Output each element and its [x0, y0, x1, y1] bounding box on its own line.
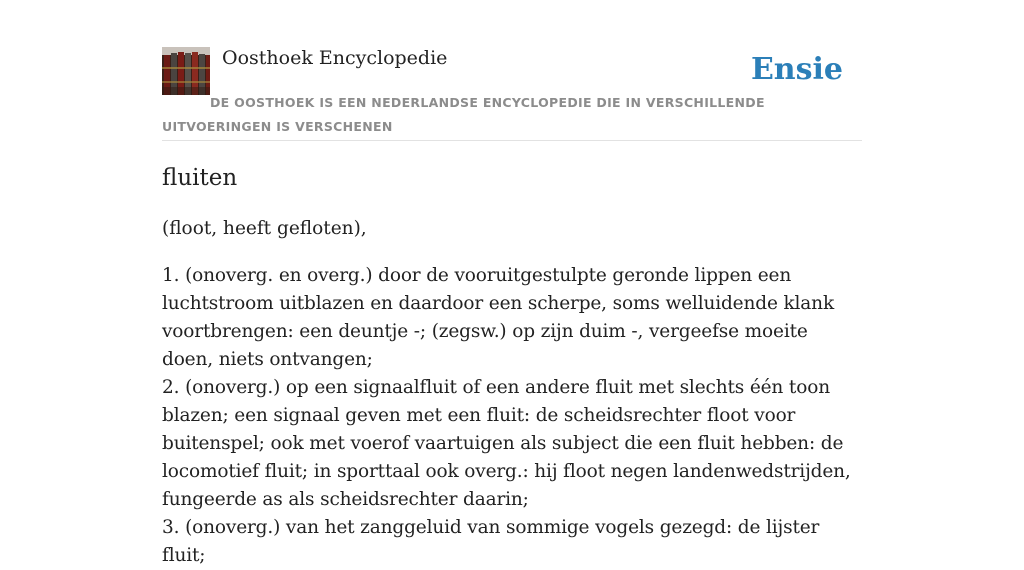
site-tagline: DE OOSTHOEK IS EEN NEDERLANDSE ENCYCLOPEDIE DIE IN VERSCHILLENDE UITVOERINGEN IS VERSCHENEN [162, 95, 765, 134]
definition-sense-3: 3. (onoverg.) van het zanggeluid van sommige vogels gezegd: de lijster fluit; [162, 517, 820, 566]
entry-definition [162, 262, 862, 570]
encyclopedia-books-icon[interactable] [162, 47, 210, 95]
entry-content [162, 158, 862, 570]
ensie-logo[interactable]: Ensie [750, 52, 843, 87]
site-name[interactable]: Oosthoek Encyclopedie [222, 47, 448, 69]
definition-sense-1: 1. (onoverg. en overg.) door de vooruitgestulpte geronde lippen een luchtstroom uitblazen en daardoor een scherpe, soms welluidende klank voortbrengen: een deuntje -; (zegsw.) op zijn duim -, vergeefse moeite doen, niets ontvangen; [162, 265, 835, 370]
entry-title: fluiten [162, 165, 238, 191]
definition-sense-2: 2. (onoverg.) op een signaalfluit of een andere fluit met slechts één toon blazen; een signaal geven met een fluit: de scheidsrechter floot voor buitenspel; ook met voerof vaartuigen als subject die een fluit hebben: de locomotief fluit; in sporttaal ook overg.: hij floot negen landenwedstrijden, fungeerde as als scheidsrechter daarin; [162, 377, 851, 510]
entry-forms: (floot, heeft gefloten), [162, 218, 367, 239]
site-header [162, 46, 862, 141]
